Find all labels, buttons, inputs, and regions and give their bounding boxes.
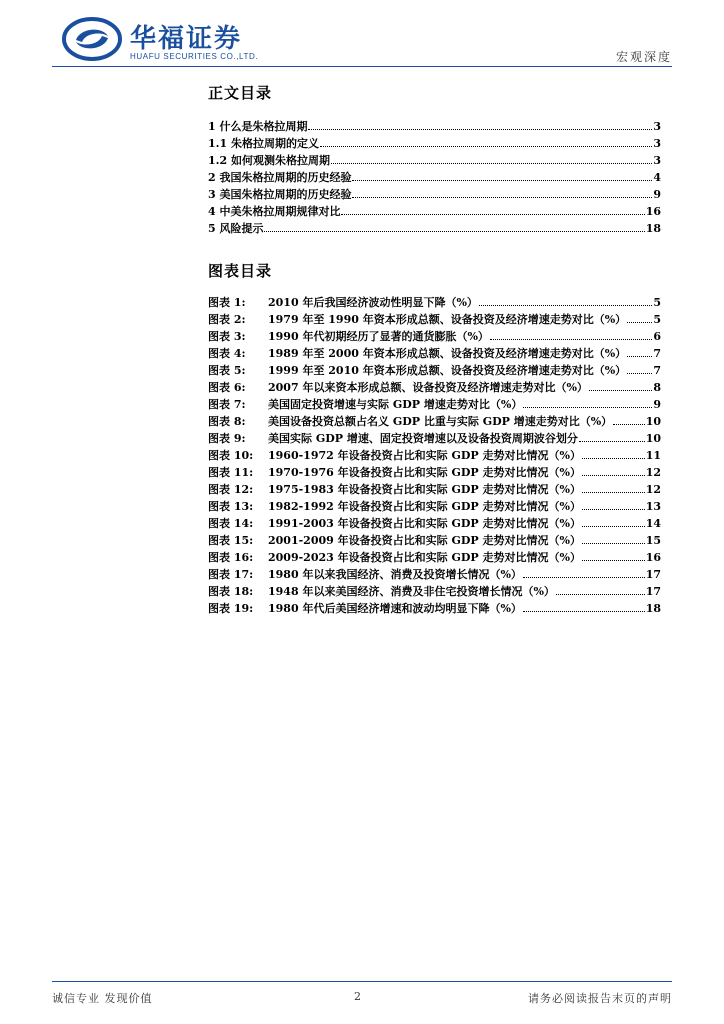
entry-page-number: 9 [653,398,661,411]
entry-label: 1979 年至 1990 年资本形成总额、设备投资及经济增速走势对比（%） [268,313,627,326]
entry-page-number: 18 [645,222,661,235]
toc-entry[interactable] [208,118,661,135]
figure-number: 图表 17: [208,568,254,581]
entry-title [208,481,581,497]
entry-label: 2009-2023 年设备投资占比和实际 GDP 走势对比情况（%） [268,551,581,564]
toc-title: 正文目录 [208,84,273,102]
entry-page-number: 17 [645,585,661,598]
footer-slogan: 诚信专业 发现价值 [52,992,153,1005]
figure-entry[interactable] [208,345,661,362]
entry-label: 美国固定投资增速与实际 GDP 增速走势对比（%） [268,398,523,411]
entry-page-number: 16 [645,551,661,564]
figure-number: 图表 1: [208,296,246,309]
company-logo [62,16,272,66]
entry-title [208,294,478,310]
entry-title [208,430,578,446]
entry-label: 美国实际 GDP 增速、固定投资增速以及设备投资周期波谷划分 [268,432,578,445]
brand-name-en: HUAFU SECURITIES CO.,LTD. [130,52,259,61]
figure-entry[interactable] [208,566,661,583]
entry-title [208,152,330,168]
dot-leader [582,484,645,493]
huafu-logo-icon [62,16,122,62]
brand-name-cn: 华福证券 [130,24,243,54]
figure-number: 图表 6: [208,381,246,394]
dot-leader [589,382,652,391]
figure-entry[interactable] [208,498,661,515]
dot-leader [523,399,652,408]
entry-page-number: 5 [653,313,661,326]
figure-entry[interactable] [208,430,661,447]
entry-label: 2010 年后我国经济波动性明显下降（%） [268,296,478,309]
entry-title [208,311,626,327]
entry-page-number: 6 [653,330,661,343]
figure-number: 图表 5: [208,364,246,377]
figure-entry[interactable] [208,447,661,464]
entry-label: 1999 年至 2010 年资本形成总额、设备投资及经济增速走势对比（%） [268,364,627,377]
figure-entry[interactable] [208,294,661,311]
entry-title [208,583,555,599]
entry-label: 2 我国朱格拉周期的历史经验 [208,171,352,184]
figure-entry[interactable] [208,583,661,600]
figure-number: 图表 11: [208,466,254,479]
entry-page-number: 3 [653,120,661,133]
entry-page-number: 17 [645,568,661,581]
toc-entry[interactable] [208,203,661,220]
dot-leader [308,121,652,130]
entry-page-number: 12 [645,466,661,479]
entry-page-number: 13 [645,500,661,513]
entry-title [208,203,340,219]
entry-title [208,566,522,582]
entry-title [208,549,581,565]
figure-entry[interactable] [208,464,661,481]
report-type-label: 宏观深度 [615,50,672,64]
entry-title [208,345,626,361]
entry-label: 美国设备投资总额占名义 GDP 比重与实际 GDP 增速走势对比（%） [268,415,613,428]
figure-entry[interactable] [208,481,661,498]
entry-page-number: 10 [645,415,661,428]
entry-label: 1991-2003 年设备投资占比和实际 GDP 走势对比情况（%） [268,517,581,530]
figure-entry[interactable] [208,515,661,532]
dot-leader [479,297,652,306]
dot-leader [556,586,645,595]
dot-leader [341,206,644,215]
toc-entry[interactable] [208,152,661,169]
entry-label: 2007 年以来资本形成总额、设备投资及经济增速走势对比（%） [268,381,588,394]
entry-label: 1.2 如何观测朱格拉周期 [208,154,330,167]
dot-leader [579,433,645,442]
entry-title [208,413,612,429]
toc-entry[interactable] [208,169,661,186]
entry-label: 1948 年以来美国经济、消费及非住宅投资增长情况（%） [268,585,555,598]
entry-label: 1980 年以来我国经济、消费及投资增长情况（%） [268,568,522,581]
entry-label: 1.1 朱格拉周期的定义 [208,137,319,150]
dot-leader [352,189,652,198]
entry-page-number: 3 [653,154,661,167]
entry-page-number: 11 [645,449,661,462]
footer-divider [52,981,672,982]
figure-number: 图表 9: [208,432,246,445]
dot-leader [582,518,645,527]
entry-title [208,220,263,236]
figures-title: 图表目录 [208,262,273,280]
toc-list [208,118,661,237]
entry-page-number: 12 [645,483,661,496]
figure-number: 图表 10: [208,449,254,462]
footer-disclaimer: 请务必阅读报告末页的声明 [528,992,672,1005]
figure-entry[interactable] [208,600,661,617]
entry-page-number: 7 [653,347,661,360]
figure-number: 图表 12: [208,483,254,496]
entry-title [208,118,307,134]
entry-label: 1982-1992 年设备投资占比和实际 GDP 走势对比情况（%） [268,500,581,513]
entry-page-number: 10 [645,432,661,445]
entry-page-number: 14 [645,517,661,530]
entry-page-number: 7 [653,364,661,377]
entry-title [208,186,351,202]
toc-entry[interactable] [208,220,661,237]
figure-number: 图表 14: [208,517,254,530]
entry-label: 1 什么是朱格拉周期 [208,120,308,133]
toc-entry[interactable] [208,135,661,152]
dot-leader [582,552,645,561]
entry-title [208,396,522,412]
entry-label: 1990 年代初期经历了显著的通货膨胀（%） [268,330,489,343]
entry-title [208,379,588,395]
dot-leader [582,535,645,544]
dot-leader [627,314,652,323]
dot-leader [320,138,652,147]
entry-page-number: 15 [645,534,661,547]
figure-number: 图表 13: [208,500,254,513]
entry-page-number: 18 [645,602,661,615]
figures-list [208,294,661,617]
entry-title [208,362,626,378]
dot-leader [613,416,645,425]
entry-page-number: 9 [653,188,661,201]
entry-title [208,532,581,548]
figure-entry[interactable] [208,413,661,430]
dot-leader [523,569,645,578]
page-header [0,0,724,70]
dot-leader [582,501,645,510]
page-number: 2 [354,990,362,1003]
entry-label: 1989 年至 2000 年资本形成总额、设备投资及经济增速走势对比（%） [268,347,627,360]
entry-label: 1960-1972 年设备投资占比和实际 GDP 走势对比情况（%） [268,449,581,462]
entry-label: 4 中美朱格拉周期规律对比 [208,205,341,218]
figure-entry[interactable] [208,328,661,345]
entry-title [208,135,319,151]
entry-title [208,600,522,616]
figure-entry[interactable] [208,311,661,328]
dot-leader [627,348,652,357]
entry-title [208,498,581,514]
header-divider [52,66,672,67]
dot-leader [352,172,652,181]
entry-title [208,328,489,344]
entry-label: 5 风险提示 [208,222,264,235]
figure-entry[interactable] [208,362,661,379]
entry-label: 2001-2009 年设备投资占比和实际 GDP 走势对比情况（%） [268,534,581,547]
entry-title [208,169,351,185]
dot-leader [582,450,645,459]
figure-number: 图表 2: [208,313,246,326]
dot-leader [331,155,652,164]
entry-title [208,515,581,531]
figure-number: 图表 4: [208,347,246,360]
figure-number: 图表 3: [208,330,246,343]
entry-page-number: 4 [653,171,661,184]
toc-entry[interactable] [208,186,661,203]
dot-leader [490,331,652,340]
dot-leader [582,467,645,476]
entry-page-number: 8 [653,381,661,394]
figure-number: 图表 8: [208,415,246,428]
entry-page-number: 16 [645,205,661,218]
dot-leader [523,603,645,612]
dot-leader [264,223,644,232]
figure-entry[interactable] [208,532,661,549]
dot-leader [627,365,652,374]
figure-number: 图表 15: [208,534,254,547]
figure-number: 图表 18: [208,585,254,598]
figure-number: 图表 16: [208,551,254,564]
figure-number: 图表 7: [208,398,246,411]
figure-entry[interactable] [208,379,661,396]
entry-page-number: 3 [653,137,661,150]
figure-entry[interactable] [208,549,661,566]
entry-label: 1975-1983 年设备投资占比和实际 GDP 走势对比情况（%） [268,483,581,496]
entry-label: 1970-1976 年设备投资占比和实际 GDP 走势对比情况（%） [268,466,581,479]
figure-entry[interactable] [208,396,661,413]
entry-label: 3 美国朱格拉周期的历史经验 [208,188,352,201]
entry-page-number: 5 [653,296,661,309]
entry-label: 1980 年代后美国经济增速和波动均明显下降（%） [268,602,522,615]
entry-title [208,447,581,463]
figure-number: 图表 19: [208,602,254,615]
entry-title [208,464,581,480]
